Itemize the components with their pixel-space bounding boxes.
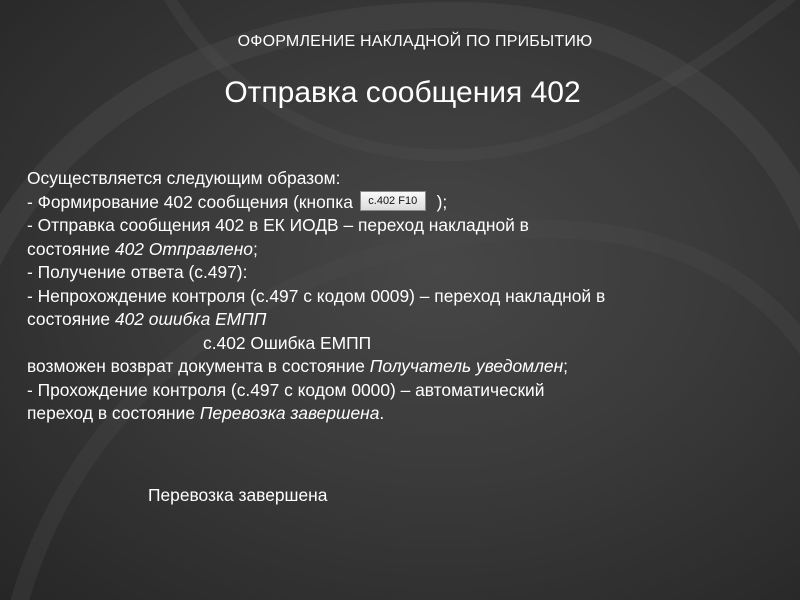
intro-line: Осуществляется следующим образом: (27, 168, 341, 188)
return-possible-line (27, 355, 787, 379)
step-pass-state-line (27, 402, 787, 426)
step-pass-line: - Прохождение контроля (с.497 с кодом 0000) – автоматический (27, 379, 545, 400)
slide-kicker: ОФОРМЛЕНИЕ НАКЛАДНОЙ ПО ПРИБЫТИЮ (237, 33, 593, 50)
slide-title: Отправка сообщения 402 (224, 76, 581, 109)
state-sent: 402 Отправлено (114, 238, 253, 259)
state-prefix: состояние (27, 238, 115, 259)
return-end: ; (563, 356, 569, 377)
state-recipient-notified: Получатель уведомлен (369, 356, 564, 377)
step-send-state-line (27, 238, 787, 262)
step-response-line: - Получение ответа (с.497): (27, 262, 248, 283)
completed-state-label: Перевозка завершена (148, 485, 328, 505)
step-send-line: - Отправка сообщения 402 в ЕК ИОДВ – переход накладной в (27, 215, 529, 236)
return-prefix: возможен возврат документа в состояние (27, 356, 370, 377)
step-fail-line: - Непрохождение контроля (с.497 с кодом 0009) – переход накладной в (27, 285, 606, 306)
step-fail-state-line (27, 308, 787, 332)
error-state-label: с.402 Ошибка ЕМПП (203, 332, 372, 353)
pass-prefix: переход в состояние (27, 403, 200, 424)
slide-body (27, 167, 787, 426)
step-forming-line (27, 191, 787, 215)
send-402-button: с.402 F10 (360, 191, 426, 211)
step-forming-text: - Формирование 402 сообщения (кнопка (27, 191, 353, 212)
step-forming-end: ); (436, 191, 448, 212)
state-completed: Перевозка завершена (199, 403, 380, 424)
state-end: ; (252, 238, 258, 259)
state-prefix: состояние (27, 309, 115, 330)
pass-end: . (379, 403, 385, 424)
state-error: 402 ошибка ЕМПП (114, 309, 267, 330)
